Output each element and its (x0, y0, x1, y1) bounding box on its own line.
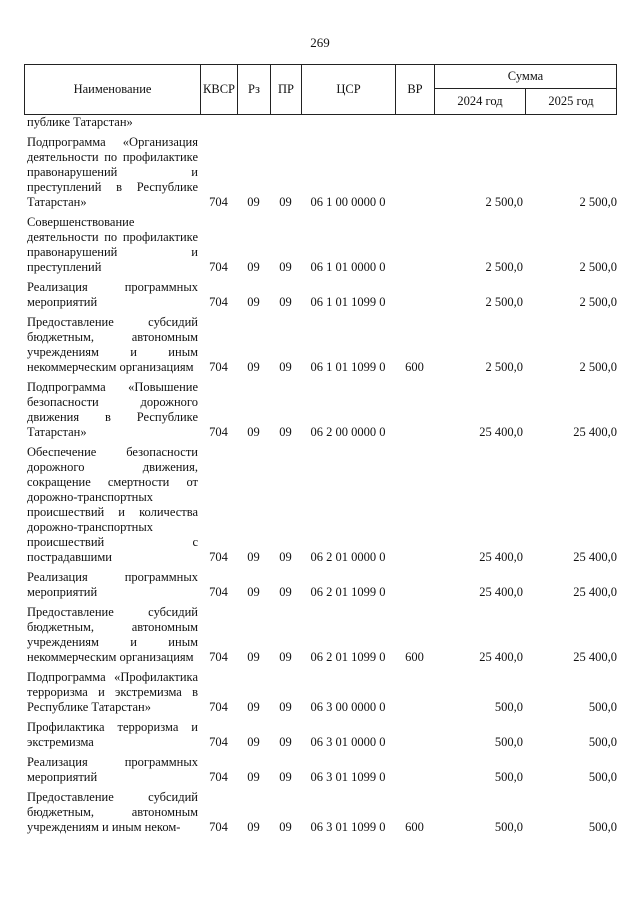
cell-rz: 09 (247, 770, 260, 784)
cell-csr: 06 1 01 1099 0 (310, 360, 386, 374)
cell-csr: 06 3 00 0000 0 (310, 700, 386, 714)
budget-table (24, 64, 617, 837)
cell-kvsr: 704 (209, 770, 228, 784)
cell-y1: 2 500,0 (485, 360, 523, 374)
cell-pr: 09 (279, 260, 292, 274)
cell-rz: 09 (247, 425, 260, 439)
cell-pr: 09 (279, 295, 292, 309)
cell-pr: 09 (279, 650, 292, 664)
cell-vr (395, 212, 434, 277)
cell-y1: 25 400,0 (479, 650, 523, 664)
cell-vr (395, 377, 434, 442)
cell-rz: 09 (247, 295, 260, 309)
cell-csr: 06 3 01 0000 0 (310, 735, 386, 749)
cell-vr (395, 277, 434, 312)
cell-y1: 25 400,0 (479, 425, 523, 439)
cell-kvsr: 704 (209, 295, 228, 309)
cell-kvsr: 704 (209, 195, 228, 209)
cell-kvsr: 704 (209, 360, 228, 374)
cell-name: Реализация программных мероприятий (27, 755, 198, 784)
cell-pr: 09 (279, 735, 292, 749)
cell-vr (395, 667, 434, 717)
cell-csr: 06 3 01 1099 0 (310, 770, 386, 784)
cell-name: Реализация программных мероприятий (27, 570, 198, 599)
cell-rz: 09 (247, 360, 260, 374)
header-csr: ЦСР (301, 64, 395, 115)
cell-rz: 09 (247, 820, 260, 834)
cell-vr (395, 132, 434, 212)
cell-y2: 500,0 (588, 770, 617, 784)
cell-y1: 25 400,0 (479, 585, 523, 599)
cell-y1: 500,0 (494, 820, 523, 834)
cell-y2: 500,0 (588, 820, 617, 834)
cell-rz: 09 (247, 700, 260, 714)
cell-y2: 2 500,0 (579, 360, 617, 374)
cell-rz: 09 (247, 195, 260, 209)
cell-y2: 500,0 (588, 700, 617, 714)
cell-y2 (525, 115, 617, 132)
cell-kvsr: 704 (209, 550, 228, 564)
cell-csr (301, 115, 395, 132)
header-year-2025: 2025 год (525, 88, 617, 115)
header-pr: ПР (270, 64, 301, 115)
cell-y1: 25 400,0 (479, 550, 523, 564)
cell-pr: 09 (279, 425, 292, 439)
cell-y2: 2 500,0 (579, 195, 617, 209)
header-name: Наименование (24, 64, 200, 115)
cell-y2: 500,0 (588, 735, 617, 749)
cell-kvsr: 704 (209, 260, 228, 274)
cell-rz (237, 115, 270, 132)
cell-kvsr (200, 115, 237, 132)
cell-pr: 09 (279, 770, 292, 784)
cell-pr: 09 (279, 585, 292, 599)
cell-csr: 06 2 01 1099 0 (310, 585, 386, 599)
cell-kvsr: 704 (209, 650, 228, 664)
cell-pr: 09 (279, 820, 292, 834)
cell-vr (395, 567, 434, 602)
cell-csr: 06 1 01 1099 0 (310, 295, 386, 309)
cell-csr: 06 1 01 0000 0 (310, 260, 386, 274)
cell-rz: 09 (247, 735, 260, 749)
header-kvsr: КВСР (200, 64, 237, 115)
cell-name: публике Татарстан» (27, 115, 133, 129)
cell-pr: 09 (279, 550, 292, 564)
cell-vr (395, 115, 434, 132)
cell-csr: 06 3 01 1099 0 (310, 820, 386, 834)
cell-y1: 500,0 (494, 735, 523, 749)
header-vr: ВР (395, 64, 434, 115)
cell-y2: 25 400,0 (573, 425, 617, 439)
cell-name: Предоставление субсидий бюджетным, автономным учреждениям и иным неком- (27, 790, 198, 834)
cell-vr: 600 (405, 820, 424, 834)
cell-y2: 25 400,0 (573, 585, 617, 599)
cell-kvsr: 704 (209, 425, 228, 439)
cell-name: Обеспечение безопасности дорожного движения, сокращение смертности от дорожно-транспортных происшествий и количества дорожно-транспортных происшествий с пострадавшими (27, 445, 198, 564)
cell-rz: 09 (247, 550, 260, 564)
cell-y1: 2 500,0 (485, 260, 523, 274)
cell-rz: 09 (247, 585, 260, 599)
cell-kvsr: 704 (209, 585, 228, 599)
cell-y1 (434, 115, 525, 132)
cell-y1: 2 500,0 (485, 195, 523, 209)
cell-csr: 06 2 00 0000 0 (310, 425, 386, 439)
cell-y2: 2 500,0 (579, 295, 617, 309)
cell-kvsr: 704 (209, 700, 228, 714)
cell-name: Совершенствование деятельности по профилактике правонарушений и преступлений (27, 215, 198, 274)
cell-name: Подпрограмма «Профилактика терроризма и экстремизма в Республике Татарстан» (27, 670, 198, 714)
cell-csr: 06 2 01 0000 0 (310, 550, 386, 564)
cell-pr: 09 (279, 360, 292, 374)
header-sum: Сумма (434, 64, 617, 88)
cell-y2: 2 500,0 (579, 260, 617, 274)
cell-vr (395, 752, 434, 787)
header-year-2024: 2024 год (434, 88, 525, 115)
cell-kvsr: 704 (209, 735, 228, 749)
cell-name: Предоставление субсидий бюджетным, автономным учреждениям и иным некоммерческим организациям (27, 315, 198, 374)
cell-vr: 600 (405, 360, 424, 374)
cell-vr: 600 (405, 650, 424, 664)
cell-y2: 25 400,0 (573, 550, 617, 564)
cell-pr: 09 (279, 700, 292, 714)
page-number: 269 (310, 35, 330, 50)
cell-y1: 500,0 (494, 770, 523, 784)
cell-rz: 09 (247, 650, 260, 664)
cell-vr (395, 442, 434, 567)
cell-csr: 06 1 00 0000 0 (310, 195, 386, 209)
cell-vr (395, 717, 434, 752)
cell-rz: 09 (247, 260, 260, 274)
cell-name: Профилактика терроризма и экстремизма (27, 720, 198, 749)
header-rz: Рз (237, 64, 270, 115)
cell-name: Подпрограмма «Повышение безопасности дорожного движения в Республике Татарстан» (27, 380, 198, 439)
cell-name: Подпрограмма «Организация деятельности по профилактике правонарушений и преступлений в Республике Татарстан» (27, 135, 198, 209)
cell-pr: 09 (279, 195, 292, 209)
cell-y1: 2 500,0 (485, 295, 523, 309)
cell-csr: 06 2 01 1099 0 (310, 650, 386, 664)
cell-name: Предоставление субсидий бюджетным, автономным учреждениям и иным некоммерческим организациям (27, 605, 198, 664)
cell-kvsr: 704 (209, 820, 228, 834)
cell-y2: 25 400,0 (573, 650, 617, 664)
cell-name: Реализация программных мероприятий (27, 280, 198, 309)
cell-pr (270, 115, 301, 132)
cell-y1: 500,0 (494, 700, 523, 714)
